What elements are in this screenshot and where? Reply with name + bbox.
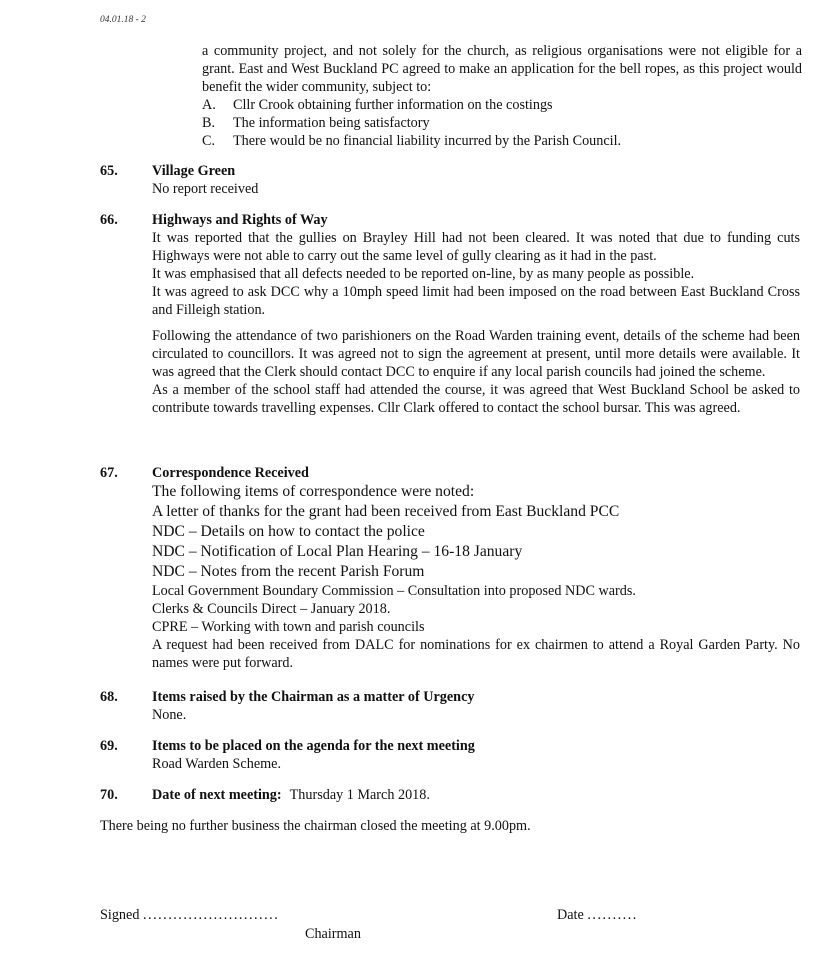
item-text: Thursday 1 March 2018.: [289, 787, 430, 803]
list-item: [202, 132, 802, 150]
item-paragraph: Following the attendance of two parishioners on the Road Warden training event, details of the scheme had been circulated to councillors. It was agreed not to sign the agreement at present, until more details were available. It was agreed that the Clerk should contact DCC to enquire if any local parish councils had joined the scheme.: [152, 328, 800, 380]
item-number: 66.: [100, 212, 118, 228]
correspondence-line: Local Government Boundary Commission – Consultation into proposed NDC wards.: [152, 583, 636, 599]
correspondence-line: The following items of correspondence were noted:: [152, 483, 475, 500]
list-item: [202, 96, 802, 114]
list-item: [202, 114, 802, 132]
minute-item-68: [100, 688, 800, 724]
item-number: 67.: [100, 465, 118, 481]
minute-item-67: [100, 464, 800, 672]
list-text: Cllr Crook obtaining further information on the costings: [233, 97, 553, 113]
item-text: None.: [152, 707, 187, 723]
intro-paragraph: a community project, and not solely for the church, as religious organisations were not eligible for a grant. East and West Buckland PC agreed to make an application for the bell ropes, as this project would benefit the wider community, subject to:: [202, 43, 802, 95]
conditions-list: [202, 96, 802, 150]
item-number: 68.: [100, 689, 118, 705]
closing-statement: There being no further business the chairman closed the meeting at 9.00pm.: [100, 818, 531, 834]
intro-continuation: [202, 42, 802, 150]
item-number: 65.: [100, 163, 118, 179]
minute-item-65: [100, 162, 800, 198]
page-reference: 04.01.18 - 2: [100, 15, 146, 25]
list-letter: B.: [202, 115, 216, 131]
date-line: [557, 906, 638, 924]
item-heading: Correspondence Received: [152, 465, 309, 481]
signature-dots: ...........................: [142, 907, 280, 923]
item-text: No report received: [152, 181, 259, 197]
list-letter: C.: [202, 133, 216, 149]
chairman-label: Chairman: [305, 926, 361, 942]
list-text: There would be no financial liability incurred by the Parish Council.: [233, 133, 622, 149]
item-paragraph: It was emphasised that all defects needed to be reported on-line, by as many people as possible.: [152, 266, 695, 282]
signed-label: Signed: [100, 907, 140, 923]
correspondence-line: NDC – Notification of Local Plan Hearing – 16-18 January: [152, 543, 523, 560]
minute-item-66: [100, 211, 800, 417]
item-number: 69.: [100, 738, 118, 754]
item-paragraph: As a member of the school staff had attended the course, it was agreed that West Buckland School be asked to contribute towards travelling expenses. Cllr Clark offered to contact the school bursar. This was agreed.: [152, 382, 800, 416]
item-heading: Items raised by the Chairman as a matter of Urgency: [152, 689, 475, 705]
list-letter: A.: [202, 97, 216, 113]
correspondence-line: Clerks & Councils Direct – January 2018.: [152, 601, 391, 617]
item-heading: Highways and Rights of Way: [152, 212, 328, 228]
signed-line: [100, 906, 279, 924]
list-text: The information being satisfactory: [233, 115, 430, 131]
date-label: Date: [557, 907, 584, 923]
correspondence-line: A request had been received from DALC for nominations for ex chairmen to attend a Royal Garden Party. No names were put forward.: [152, 637, 800, 671]
minute-item-69: [100, 737, 800, 773]
date-dots: ..........: [587, 907, 638, 923]
minute-item-70: [100, 786, 800, 804]
item-heading: Date of next meeting:: [152, 787, 282, 803]
item-heading: Village Green: [152, 163, 236, 179]
correspondence-line: NDC – Details on how to contact the police: [152, 523, 425, 540]
item-paragraph: It was agreed to ask DCC why a 10mph speed limit had been imposed on the road between East Buckland Cross and Filleigh station.: [152, 284, 800, 318]
item-heading: Items to be placed on the agenda for the next meeting: [152, 738, 475, 754]
item-number: 70.: [100, 787, 118, 803]
item-text: Road Warden Scheme.: [152, 756, 282, 772]
correspondence-line: CPRE – Working with town and parish councils: [152, 619, 425, 635]
correspondence-line: A letter of thanks for the grant had been received from East Buckland PCC: [152, 503, 620, 520]
item-paragraph: It was reported that the gullies on Brayley Hill had not been cleared. It was noted that due to funding cuts Highways were not able to carry out the same level of gully clearing as it had in the past.: [152, 230, 800, 264]
correspondence-line: NDC – Notes from the recent Parish Forum: [152, 563, 425, 580]
